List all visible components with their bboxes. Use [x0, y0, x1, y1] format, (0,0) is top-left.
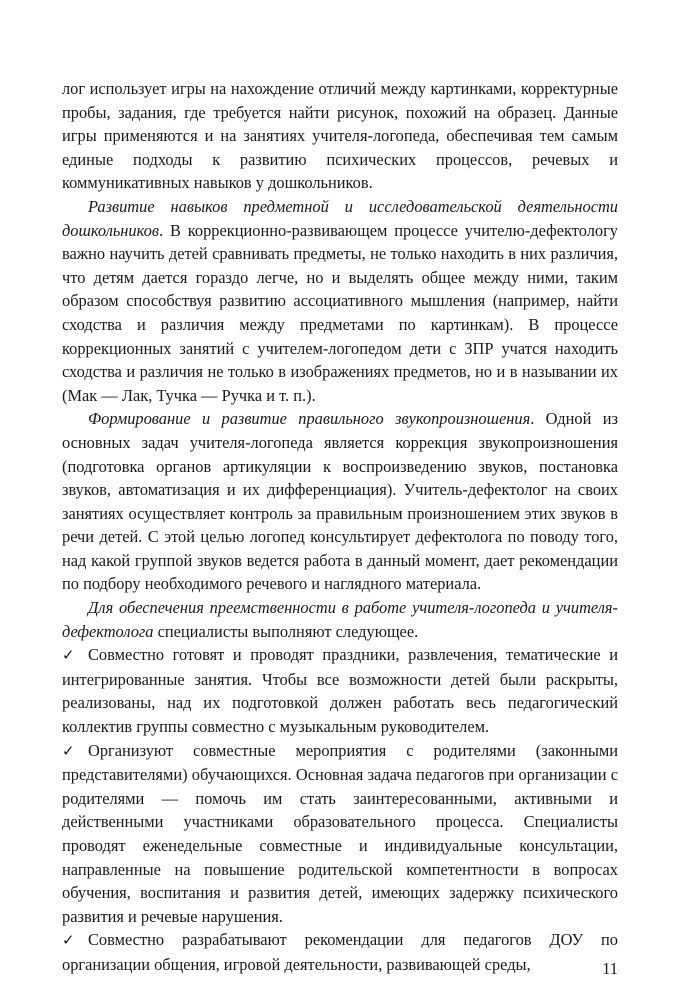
- paragraph-continuity-intro: [62, 596, 618, 643]
- paragraph-heading-italic: Для обеспечения преемственности в работе учителя-логопеда и учителя-дефектолога: [62, 598, 618, 641]
- page-number: 11: [602, 959, 618, 978]
- paragraph-heading-italic: Развитие навыков предметной и исследовательской деятельности дошкольников: [62, 196, 618, 240]
- bullet-item: [62, 643, 618, 738]
- paragraph-sound-pronunciation: [62, 407, 618, 596]
- paragraph-text: . Одной из основных задач учителя-логопеда является коррекция звукопроизношения (подготовка органов артикуляции к воспроизведению звуков, постановка звуков, автоматизация и их дифференциация). Учитель-дефектолог на своих занятиях осуществляет контроль за правильным произношением этих звуков в речи детей. С этой целью логопед консультирует дефектолога по поводу того, над какой группой звуков ведется работа в данный момент, дает рекомендации по подбору необходимого речевого и наглядного материала.: [62, 409, 618, 594]
- bullet-item: [62, 928, 618, 976]
- bullet-text: Совместно разрабатывают рекомендации для педагогов ДОУ по организации общения, игровой деятельности, развивающей среды,: [62, 930, 618, 974]
- bullet-item: [62, 739, 618, 929]
- paragraph-text: . В коррекционно-развивающем процессе учителю-дефектологу важно научить детей сравнивать предметы, не только находить в них различия, что детям дается гораздо легче, но и выделять общее между ними, таким образом способствуя развитию ассоциативного мышления (например, найти сходства и различия между предметами по картинкам). В процессе коррекционных занятий с учителем-логопедом дети с ЗПР учатся находить сходства и различия не только в изображениях предметов, но и в назывании их (Мак — Лак, Тучка — Ручка и т. п.).: [62, 220, 618, 405]
- paragraph-continuation: [62, 77, 618, 195]
- page-body: [62, 77, 618, 977]
- paragraph-text: специалисты выполняют следующее.: [153, 621, 419, 641]
- bullet-text: Совместно готовят и проводят праздники, развлечения, тематические и интегрированные занятия. Чтобы все возможности детей были раскрыты, реализованы, над их подготовкой должен работать весь педагогический коллектив группы совместно с музыкальным руководителем.: [62, 645, 618, 737]
- paragraph-text: лог использует игры на нахождение отличий между картинками, корректурные пробы, задания, где требуется найти рисунок, похожий на образец. Данные игры применяются и на занятиях учителя-логопеда, обеспечивая тем самым единые подходы к развитию психических процессов, речевых и коммуникативных навыков у дошкольников.: [62, 79, 618, 193]
- paragraph-subject-activity: [62, 195, 618, 407]
- bullet-text: Организуют совместные мероприятия с родителями (законными представителями) обучающихся. Основная задача педагогов при организации с родителями — помочь им стать заинтересованными, активными и действенными участниками образовательного процесса. Специалисты проводят еженедельные совместные и индивидуальные консультации, направленные на повышение родительской компетентности в вопросах обучения, воспитания и развития детей, имеющих задержку психического развития и речевые нарушения.: [62, 740, 618, 926]
- check-mark-icon: ✓: [62, 931, 75, 950]
- check-mark-icon: ✓: [62, 646, 75, 665]
- paragraph-heading-italic: Формирование и развитие правильного звукопроизношения: [88, 409, 531, 429]
- check-mark-icon: ✓: [62, 741, 75, 760]
